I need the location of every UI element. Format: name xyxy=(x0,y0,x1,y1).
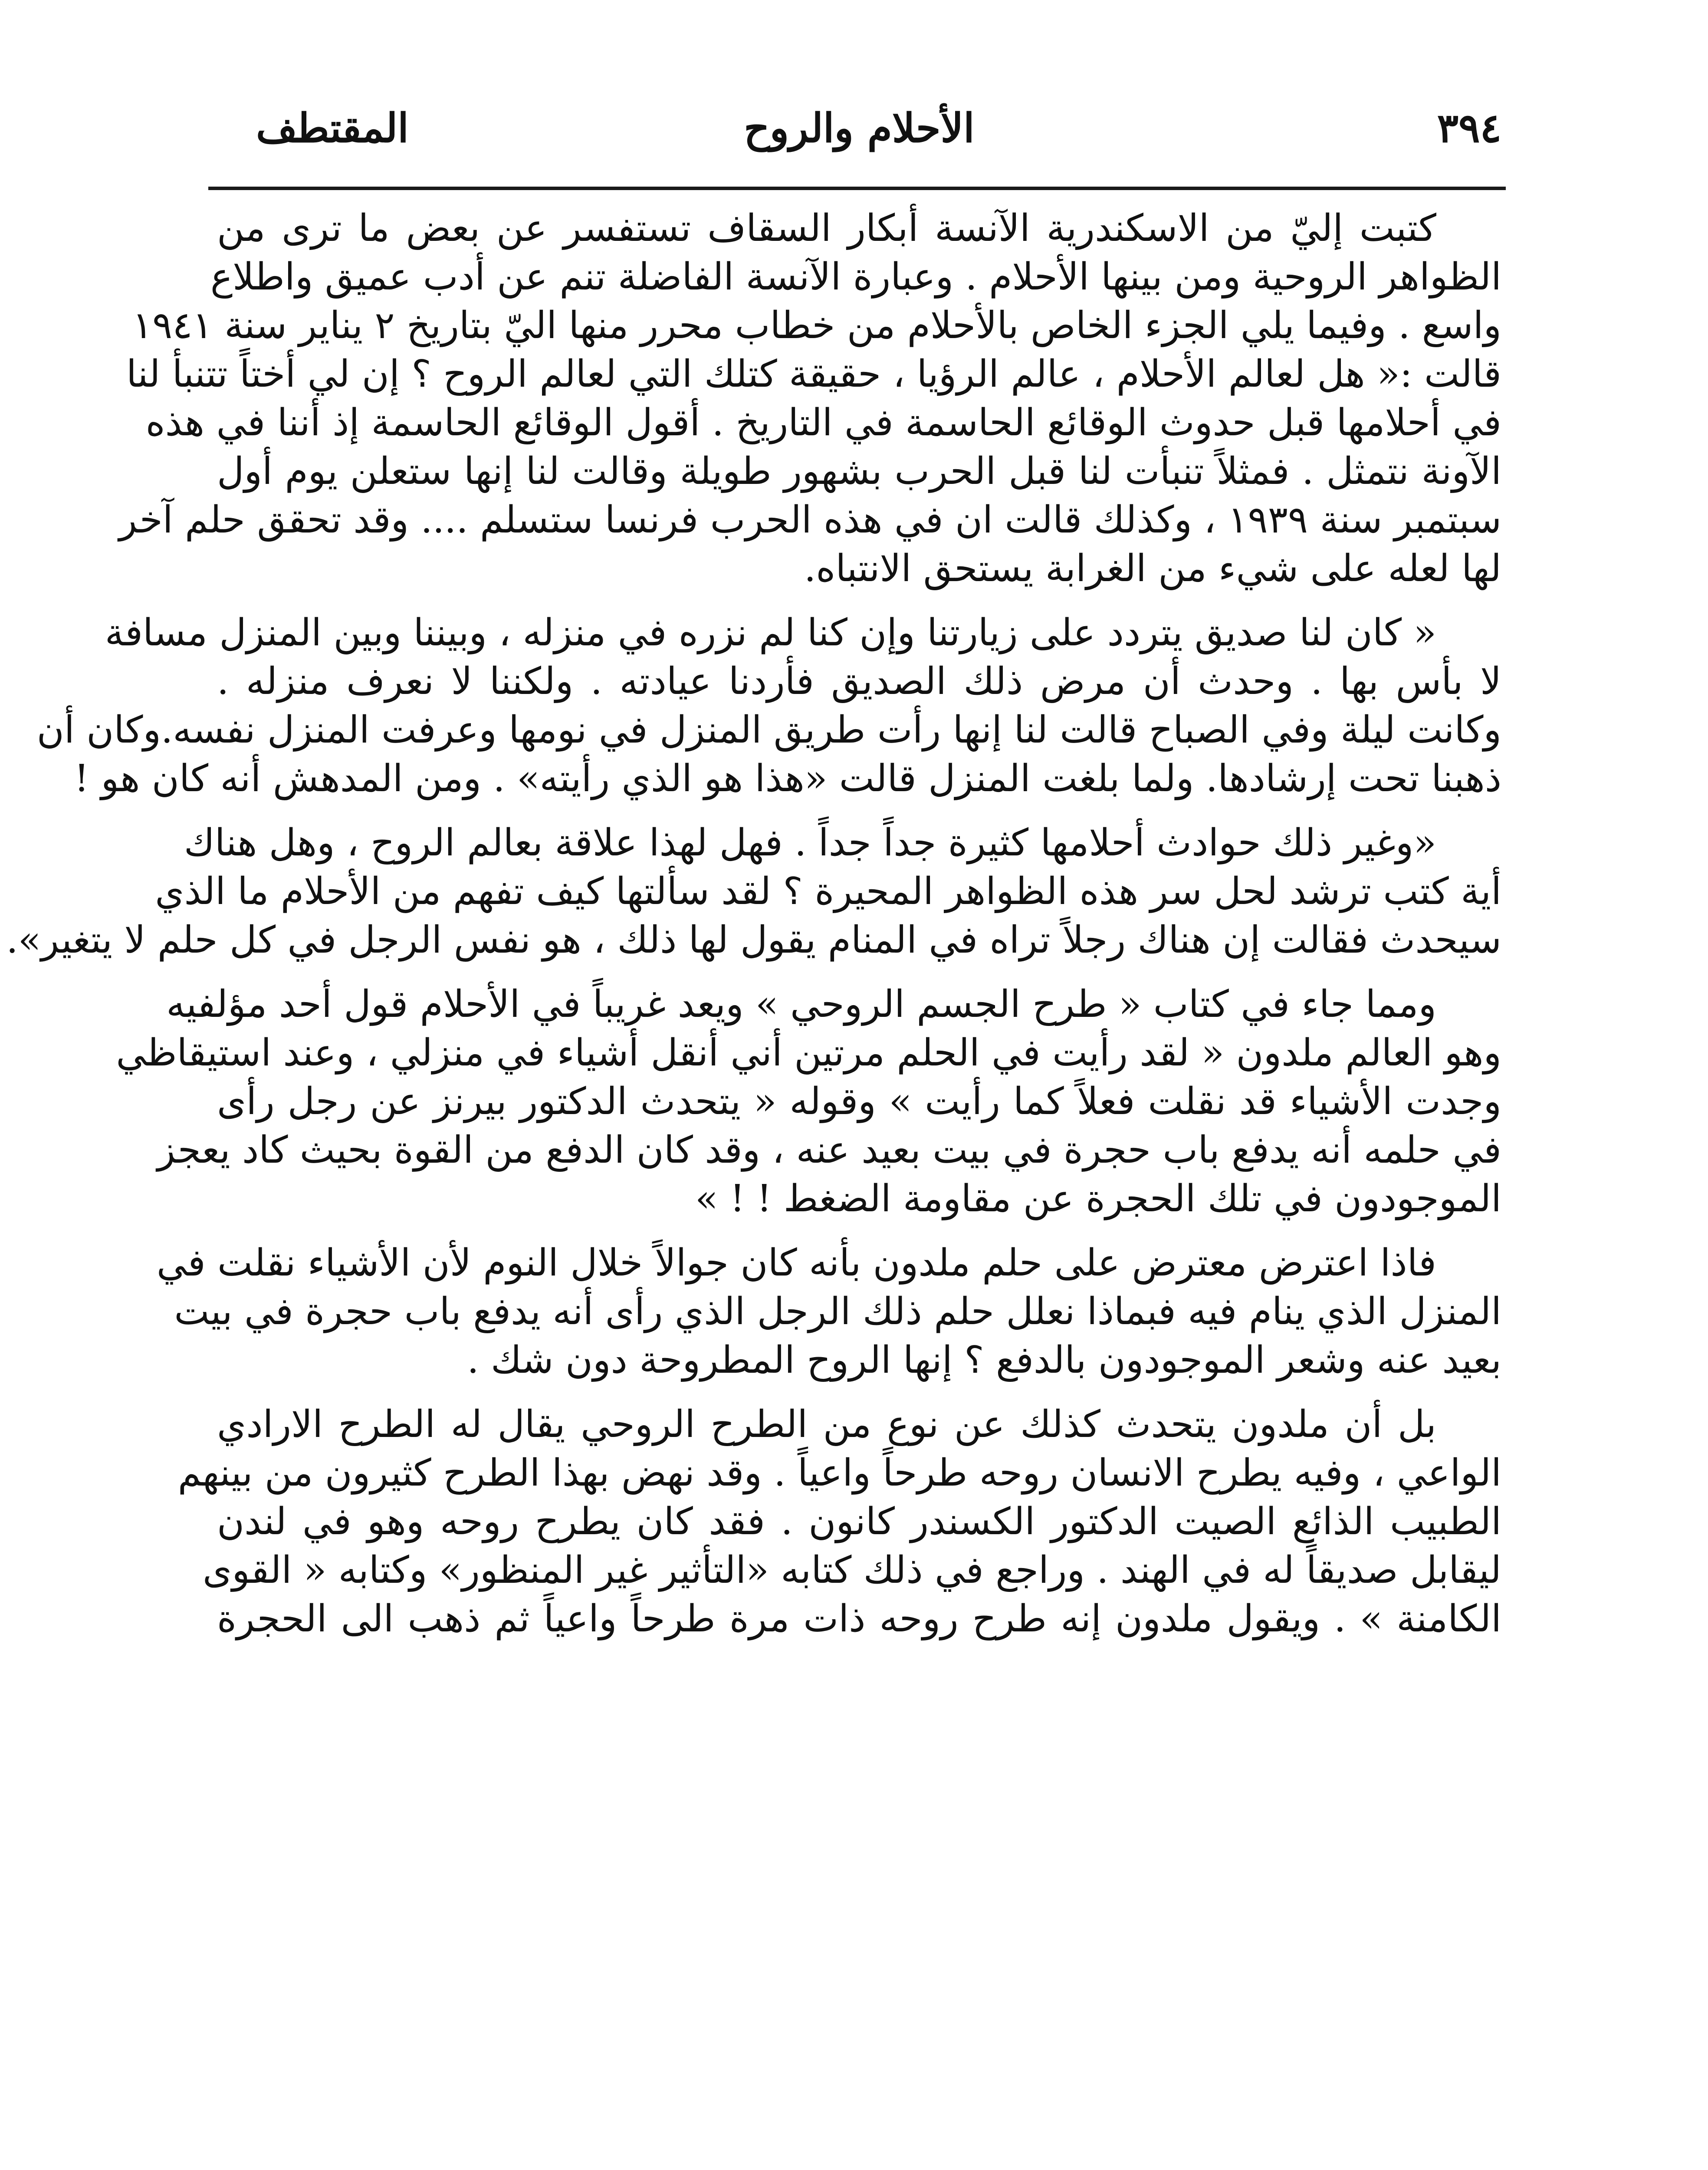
journal-name: المقتطف xyxy=(256,105,409,151)
text-line: المنزل الذي ينام فيه فبماذا نعلل حلم ذلك الرجل الذي رأى أنه يدفع باب حجرة في بيت xyxy=(174,1290,1501,1333)
text-line: الموجودون في تلك الحجرة عن مقاومة الضغط ! ! » xyxy=(695,1177,1501,1220)
paragraph xyxy=(177,1400,1501,1643)
text-line: لها لعله على شيء من الغرابة يستحق الانتباه. xyxy=(804,547,1501,590)
text-line: فاذا اعترض معترض على حلم ملدون بأنه كان جوالاً خلال النوم لأن الأشياء نقلت في xyxy=(156,1241,1436,1285)
text-line: كتبت إليّ من الاسكندرية الآنسة أبكار السقاف تستفسر عن بعض ما ترى من xyxy=(217,207,1436,250)
article-body xyxy=(6,204,1501,1643)
text-line: سبتمبر سنة ١٩٣٩ ، وكذلك قالت ان في هذه الحرب فرنسا ستسلم .... وقد تحقق حلم آخر xyxy=(119,498,1501,542)
paragraph xyxy=(119,204,1501,593)
text-line: في أحلامها قبل حدوث الوقائع الحاسمة في التاريخ . أقول الوقائع الحاسمة إذ أننا في هذه xyxy=(145,401,1501,444)
text-line: «وغير ذلك حوادث أحلامها كثيرة جداً جداً . فهل لهذا علاقة بعالم الروح ، وهل هناك xyxy=(184,821,1436,865)
paragraph xyxy=(156,1239,1501,1384)
paragraph xyxy=(36,608,1501,803)
header-rule xyxy=(208,187,1506,190)
paragraph xyxy=(116,980,1501,1223)
text-line: الآونة نتمثل . فمثلاً تنبأت لنا قبل الحرب بشهور طويلة وقالت لنا إنها ستعلن يوم أول xyxy=(217,450,1501,493)
text-line: بعيد عنه وشعر الموجودون بالدفع ؟ إنها الروح المطروحة دون شك . xyxy=(467,1338,1501,1382)
text-line: وجدت الأشياء قد نقلت فعلاً كما رأيت » وقوله « يتحدث الدكتور بيرنز عن رجل رأى xyxy=(217,1080,1501,1123)
running-title: الأحلام والروح xyxy=(744,105,975,151)
text-line: الكامنة » . ويقول ملدون إنه طرح روحه ذات مرة طرحاً واعياً ثم ذهب الى الحجرة xyxy=(217,1597,1501,1641)
text-line: بل أن ملدون يتحدث كذلك عن نوع من الطرح الروحي يقال له الطرح الارادي xyxy=(217,1403,1436,1446)
paragraph xyxy=(6,819,1501,964)
text-line: واسع . وفيما يلي الجزء الخاص بالأحلام من خطاب محرر منها اليّ بتاريخ ٢ يناير سنة ١٩٤١ xyxy=(132,304,1501,347)
text-line: لا بأس بها . وحدث أن مرض ذلك الصديق فأردنا عيادته . ولكننا لا نعرف منزله . xyxy=(217,660,1501,703)
text-line: الواعي ، وفيه يطرح الانسان روحه طرحاً واعياً . وقد نهض بهذا الطرح كثيرون من بينهم xyxy=(177,1451,1501,1495)
text-line: الظواهر الروحية ومن بينها الأحلام . وعبارة الآنسة الفاضلة تنم عن أدب عميق واطلاع xyxy=(210,255,1501,299)
text-line: ومما جاء في كتاب « طرح الجسم الروحي » ويعد غريباً في الأحلام قول أحد مؤلفيه xyxy=(166,983,1436,1026)
text-line: أية كتب ترشد لحل سر هذه الظواهر المحيرة ؟ لقد سألتها كيف تفهم من الأحلام ما الذي xyxy=(155,870,1501,913)
text-line: في حلمه أنه يدفع باب حجرة في بيت بعيد عنه ، وقد كان الدفع من القوة بحيث كاد يعجز xyxy=(157,1128,1501,1172)
text-line: قالت :« هل لعالم الأحلام ، عالم الرؤيا ، حقيقة كتلك التي لعالم الروح ؟ إن لي أختاً تتنبأ لنا xyxy=(126,352,1501,396)
text-line: وهو العالم ملدون « لقد رأيت في الحلم مرتين أني أنقل أشياء في منزلي ، وعند استيقاظي xyxy=(116,1031,1501,1075)
text-line: سيحدث فقالت إن هناك رجلاً تراه في المنام يقول لها ذلك ، هو نفس الرجل في كل حلم لا يتغير». xyxy=(6,918,1501,962)
page-number: ٣٩٤ xyxy=(1437,105,1501,151)
text-line: ليقابل صديقاً له في الهند . وراجع في ذلك كتابه «التأثير غير المنظور» وكتابه « القوى xyxy=(203,1549,1501,1592)
text-line: وكانت ليلة وفي الصباح قالت لنا إنها رأت طريق المنزل في نومها وعرفت المنزل نفسه.وكان أن xyxy=(36,708,1501,752)
page-header xyxy=(208,91,1510,165)
text-line: « كان لنا صديق يتردد على زيارتنا وإن كنا لم نزره في منزله ، وبيننا وبين المنزل مسافة xyxy=(105,611,1436,654)
text-line: ذهبنا تحت إرشادها. ولما بلغت المنزل قالت «هذا هو الذي رأيته» . ومن المدهش أنه كان هو ! xyxy=(74,757,1501,800)
text-line: الطبيب الذائع الصيت الدكتور الكسندر كانون . فقد كان يطرح روحه وهو في لندن xyxy=(217,1500,1501,1543)
